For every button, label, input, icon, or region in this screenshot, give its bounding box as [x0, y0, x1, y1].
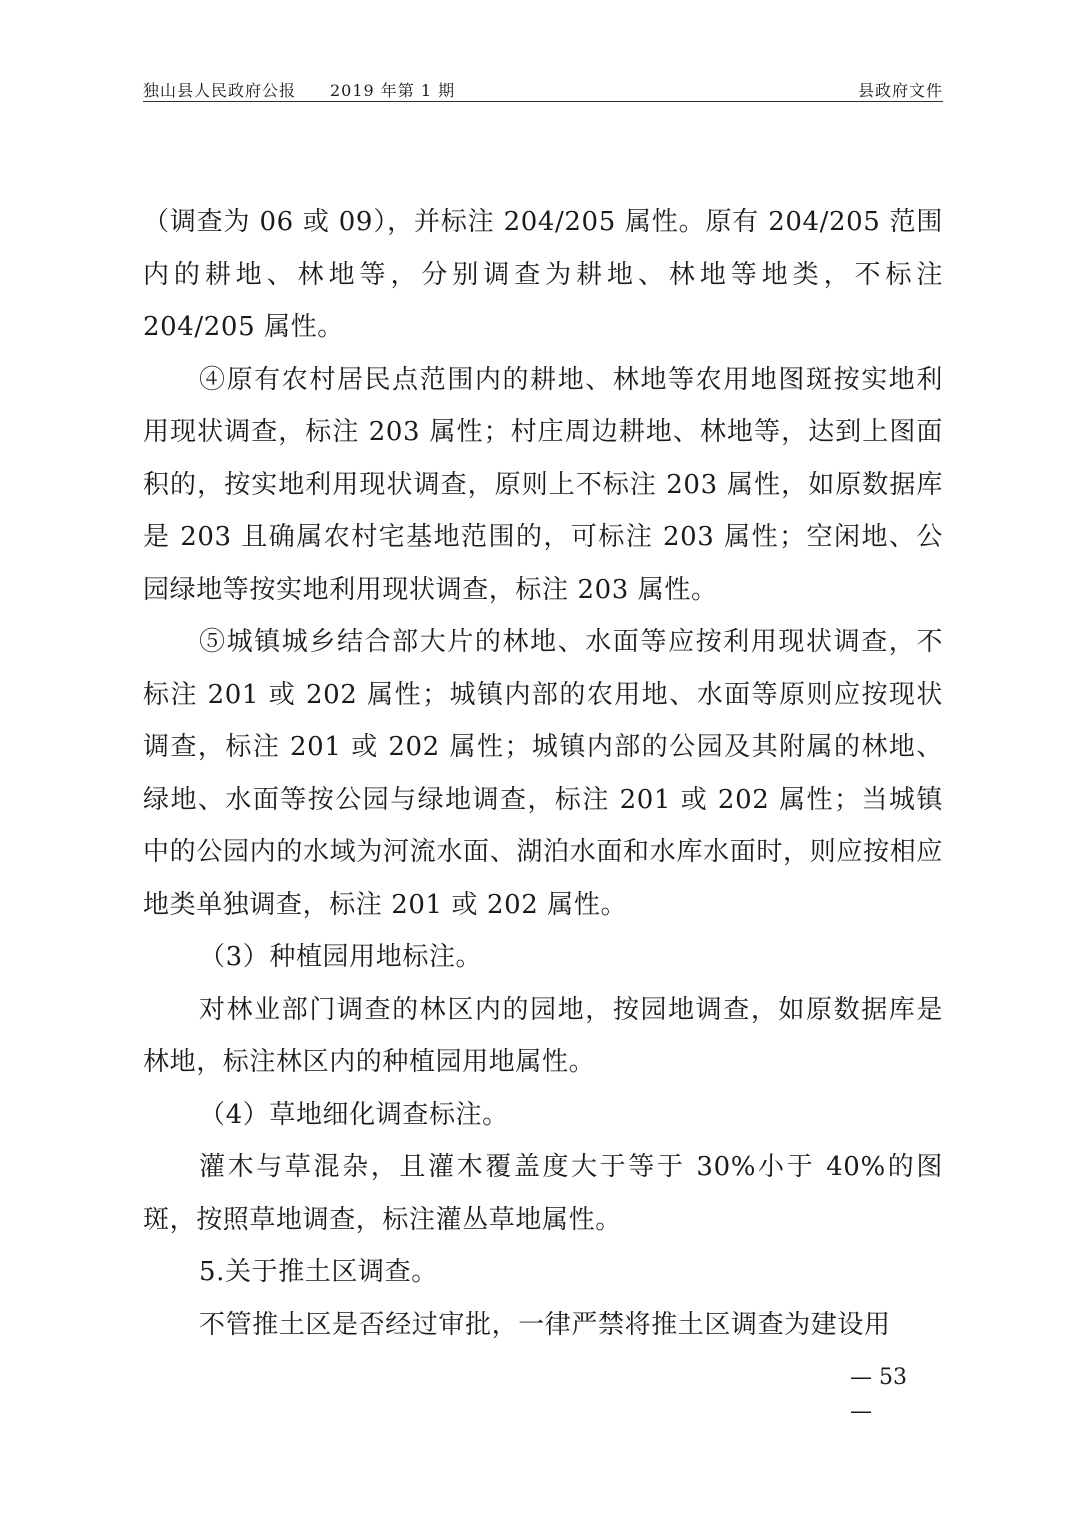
paragraph-item-5: ⑤城镇城乡结合部大片的林地、水面等应按利用现状调查，不标注 201 或 202 属性；城镇内部的农用地、水面等原则应按现状调查，标注 201 或 202 属性；城镇内部的公园及其附属的林地、绿地、水面等按公园与绿地调查，标注 201 或 202 属性；当城镇中的公园内的水域为河流水面、湖泊水面和水库水面时，则应按相应地类单独调查，标注 201 或 202 属性。 — [143, 627, 943, 920]
section-title: 县政府文件 — [857, 81, 943, 100]
paragraph-plantation: 对林业部门调查的林区内的园地，按园地调查，如原数据库是林地，标注林区内的种植园用地属性。 — [143, 994, 943, 1077]
body-text — [143, 196, 943, 1351]
heading-5: 5.关于推土区调查。 — [199, 1257, 438, 1287]
paragraph-continuation: （调查为 06 或 09），并标注 204/205 属性。原有 204/205 范围内的耕地、林地等，分别调查为耕地、林地等地类，不标注 204/205 属性。 — [143, 207, 943, 342]
subheading-4: （4）草地细化调查标注。 — [199, 1099, 509, 1130]
subheading-3: （3）种植园用地标注。 — [199, 942, 483, 972]
paragraph-item-4: ④原有农村居民点范围内的耕地、林地等农用地图斑按实地利用现状调查，标注 203 属性；村庄周边耕地、林地等，达到上图面积的，按实地利用现状调查，原则上不标注 203 属性，如原数据库是 203 且确属农村宅基地范围的，可标注 203 属性；空闲地、公园绿地等按实地利用现状调查，标注 203 属性。 — [143, 364, 943, 605]
publication-title: 独山县人民政府公报 2019 年第 1 期 — [143, 81, 456, 100]
paragraph-bulldozed-area: 不管推土区是否经过审批，一律严禁将推土区调查为建设用 — [199, 1309, 891, 1340]
page-number: — 53 — — [850, 1365, 907, 1424]
header-divider — [143, 101, 943, 102]
paragraph-grassland: 灌木与草混杂，且灌木覆盖度大于等于 30%小于 40%的图斑，按照草地调查，标注灌丛草地属性。 — [143, 1152, 943, 1235]
